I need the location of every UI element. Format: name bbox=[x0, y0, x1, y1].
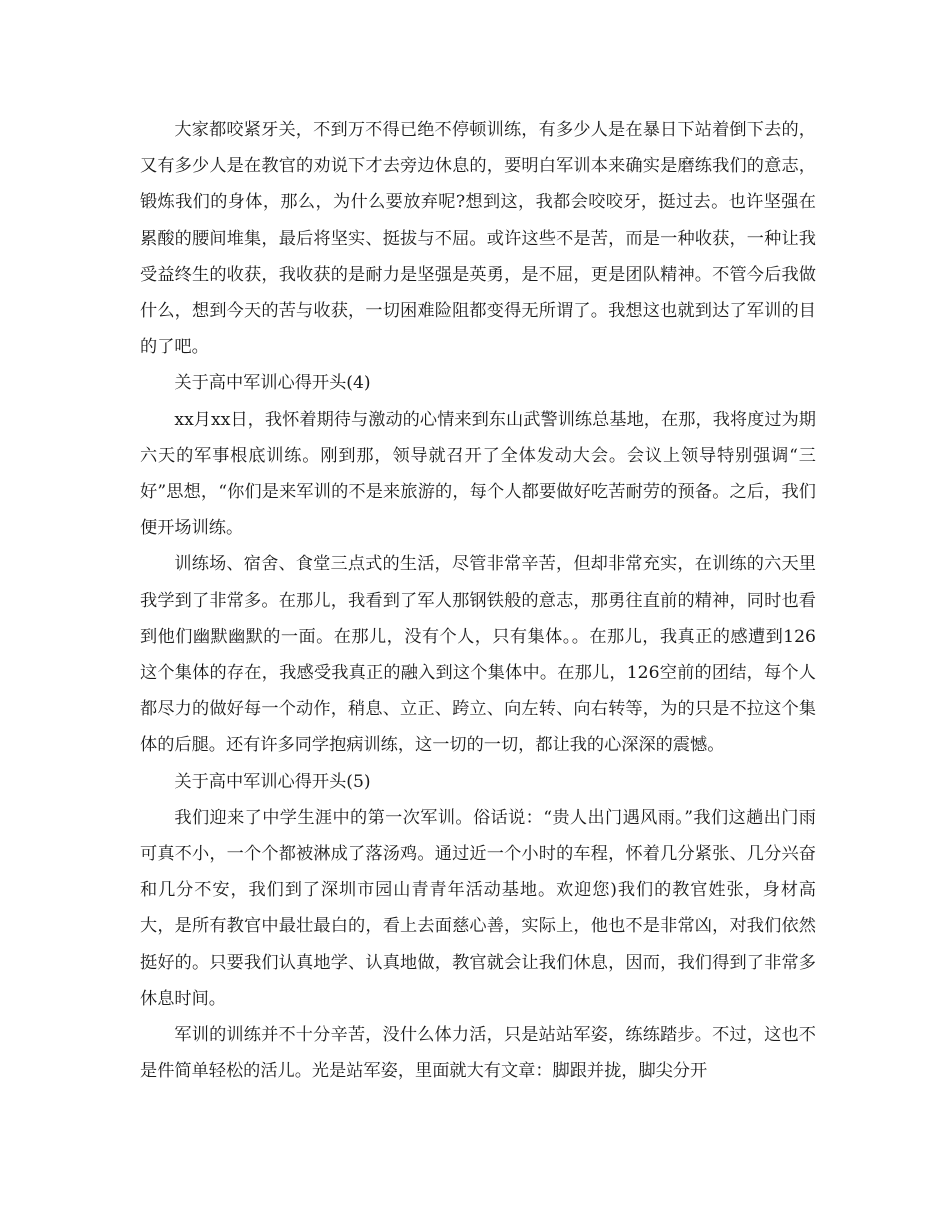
paragraph-3: 训练场、宿舍、食堂三点式的生活，尽管非常辛苦，但却非常充实，在训练的六天里我学到了非常多。在那儿，我看到了军人那钢铁般的意志，那勇往直前的精神，同时也看到他们幽默幽默的一面。在那儿，没有个人，只有集体。。在那儿，我真正的感遭到126这个集体的存在，我感受我真正的融入到这个集体中。在那儿，126空前的团结，每个人都尽力的做好每一个动作，稍息、立正、跨立、向左转、向右转等，为的只是不拉这个集体的后腿。还有许多同学抱病训练，这一切的一切，都让我的心深深的震憾。 bbox=[140, 554, 816, 756]
section-heading-5: 关于高中军训心得开头(5) bbox=[174, 771, 371, 792]
section-heading-4: 关于高中军训心得开头(4) bbox=[174, 373, 371, 394]
paragraph-4: 我们迎来了中学生涯中的第一次军训。俗话说：“贵人出门遇风雨。”我们这趟出门雨可真不小，一个个都被淋成了落汤鸡。通过近一个小时的车程，怀着几分紧张、几分兴奋和几分不安，我们到了深圳市园山青青年活动基地。欢迎您)我们的教官姓张，身材高大，是所有教官中最壮最白的，看上去面慈心善，实际上，他也不是非常凶，对我们依然挺好的。只要我们认真地学、认真地做，教官就会让我们休息，因而，我们得到了非常多休息时间。 bbox=[140, 807, 816, 1009]
paragraph-5: 军训的训练并不十分辛苦，没什么体力活，只是站站军姿，练练踏步。不过，这也不是件简单轻松的活儿。光是站军姿，里面就大有文章：脚跟并拢，脚尖分开 bbox=[140, 1025, 816, 1082]
paragraph-2: xx月xx日，我怀着期待与激动的心情来到东山武警训练总基地，在那，我将度过为期六天的军事根底训练。刚到那，领导就召开了全体发动大会。会议上领导特别强调“三好”思想，“你们是来军训的不是来旅游的，每个人都要做好吃苦耐劳的预备。之后，我们便开场训练。 bbox=[140, 409, 816, 539]
document-body bbox=[140, 112, 816, 1089]
paragraph-1: 大家都咬紧牙关，不到万不得已绝不停顿训练，有多少人是在暴日下站着倒下去的，又有多少人是在教官的劝说下才去旁边休息的，要明白军训本来确实是磨练我们的意志，锻炼我们的身体，那么，为什么要放弃呢?想到这，我都会咬咬牙，挺过去。也许坚强在累酸的腰间堆集，最后将坚实、挺拔与不屈。或许这些不是苦，而是一种收获，一种让我受益终生的收获，我收获的是耐力是坚强是英勇，是不屈，更是团队精神。不管今后我做什么，想到今天的苦与收获，一切困难险阻都变得无所谓了。我想这也就到达了军训的目的了吧。 bbox=[140, 120, 816, 358]
